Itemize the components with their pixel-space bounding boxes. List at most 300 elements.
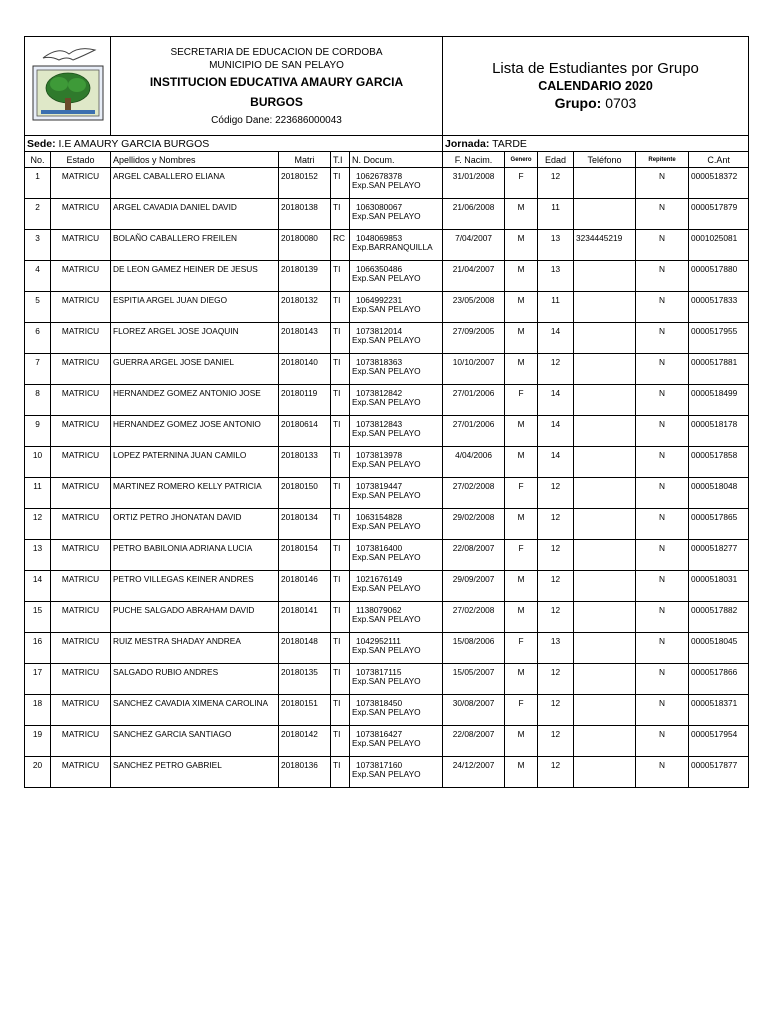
table-row — [25, 168, 749, 199]
cell-nombre: SANCHEZ CAVADIA XIMENA CAROLINA — [111, 695, 279, 726]
cell-ti: TI — [331, 385, 350, 416]
doc-expedition: Exp.SAN PELAYO — [352, 211, 421, 221]
cell-estado: MATRICU — [51, 199, 111, 230]
cell-cant: 0000517858 — [689, 447, 749, 478]
cell-cant: 0000517877 — [689, 757, 749, 788]
table-row — [25, 323, 749, 354]
cell-genero: M — [505, 726, 538, 757]
column-header-row — [25, 152, 749, 168]
doc-number: 1073813978 — [356, 450, 403, 460]
cell-estado: MATRICU — [51, 509, 111, 540]
cell-docum — [350, 199, 443, 230]
cell-docum — [350, 695, 443, 726]
cell-repitente: N — [636, 478, 689, 509]
cell-fnacim: 30/08/2007 — [443, 695, 505, 726]
cell-nombre: PUCHE SALGADO ABRAHAM DAVID — [111, 602, 279, 633]
cell-telefono — [574, 354, 636, 385]
table-row — [25, 385, 749, 416]
cell-estado: MATRICU — [51, 602, 111, 633]
cell-ti: TI — [331, 354, 350, 385]
cell-repitente: N — [636, 292, 689, 323]
cell-telefono — [574, 757, 636, 788]
cell-docum — [350, 664, 443, 695]
col-cant: C.Ant — [689, 152, 749, 168]
cell-ti: TI — [331, 602, 350, 633]
doc-expedition: Exp.SAN PELAYO — [352, 738, 421, 748]
cell-repitente: N — [636, 323, 689, 354]
doc-expedition: Exp.SAN PELAYO — [352, 583, 421, 593]
col-docum: N. Docum. — [350, 152, 443, 168]
cell-ti: TI — [331, 292, 350, 323]
cell-cant: 0000518048 — [689, 478, 749, 509]
doc-number: 1063154828 — [356, 512, 403, 522]
cell-no: 3 — [25, 230, 51, 261]
cell-edad: 13 — [538, 261, 574, 292]
cell-docum — [350, 416, 443, 447]
cell-fnacim: 24/12/2007 — [443, 757, 505, 788]
cell-edad: 13 — [538, 633, 574, 664]
doc-number: 1066350486 — [356, 264, 403, 274]
cell-nombre: ARGEL CABALLERO ELIANA — [111, 168, 279, 199]
cell-ti: TI — [331, 540, 350, 571]
cell-repitente: N — [636, 509, 689, 540]
col-fnacim: F. Nacim. — [443, 152, 505, 168]
cell-no: 7 — [25, 354, 51, 385]
cell-genero: F — [505, 385, 538, 416]
cell-telefono — [574, 571, 636, 602]
doc-expedition: Exp.SAN PELAYO — [352, 614, 421, 624]
cell-docum — [350, 292, 443, 323]
cell-telefono — [574, 323, 636, 354]
doc-number: 1021676149 — [356, 574, 403, 584]
doc-number: 1064992231 — [356, 295, 403, 305]
cell-no: 5 — [25, 292, 51, 323]
doc-expedition: Exp.SAN PELAYO — [352, 397, 421, 407]
students-body — [25, 168, 749, 788]
cell-ti: TI — [331, 695, 350, 726]
cell-ti: TI — [331, 447, 350, 478]
cell-cant: 0000517866 — [689, 664, 749, 695]
cell-docum — [350, 447, 443, 478]
cell-repitente: N — [636, 571, 689, 602]
cell-docum — [350, 261, 443, 292]
cell-repitente: N — [636, 602, 689, 633]
cell-genero: M — [505, 199, 538, 230]
cell-estado: MATRICU — [51, 230, 111, 261]
cell-matri: 20180134 — [279, 509, 331, 540]
cell-genero: M — [505, 323, 538, 354]
cell-telefono — [574, 447, 636, 478]
cell-repitente: N — [636, 757, 689, 788]
doc-expedition: Exp.SAN PELAYO — [352, 707, 421, 717]
cell-edad: 14 — [538, 416, 574, 447]
cell-repitente: N — [636, 447, 689, 478]
cell-matri: 20180143 — [279, 323, 331, 354]
cell-genero: F — [505, 695, 538, 726]
cell-repitente: N — [636, 261, 689, 292]
cell-telefono — [574, 633, 636, 664]
doc-expedition: Exp.SAN PELAYO — [352, 645, 421, 655]
cell-estado: MATRICU — [51, 633, 111, 664]
cell-telefono — [574, 602, 636, 633]
doc-number: 1073812842 — [356, 388, 403, 398]
cell-edad: 14 — [538, 447, 574, 478]
cell-no: 10 — [25, 447, 51, 478]
doc-expedition: Exp.SAN PELAYO — [352, 304, 421, 314]
cell-no: 11 — [25, 478, 51, 509]
col-telefono: Teléfono — [574, 152, 636, 168]
cell-estado: MATRICU — [51, 385, 111, 416]
grupo — [445, 94, 746, 112]
cell-repitente: N — [636, 664, 689, 695]
cell-no: 13 — [25, 540, 51, 571]
cell-ti: TI — [331, 757, 350, 788]
cell-matri: 20180136 — [279, 757, 331, 788]
cell-genero: F — [505, 633, 538, 664]
table-row — [25, 571, 749, 602]
doc-number: 1073818363 — [356, 357, 403, 367]
table-row — [25, 633, 749, 664]
institution-name: INSTITUCION EDUCATIVA AMAURY GARCIA BURGOS — [149, 74, 404, 109]
school-crest-icon — [29, 44, 107, 124]
table-row — [25, 230, 749, 261]
table-row — [25, 726, 749, 757]
cell-repitente: N — [636, 416, 689, 447]
doc-number: 1073812014 — [356, 326, 403, 336]
municipio-line: MUNICIPIO DE SAN PELAYO — [209, 59, 344, 71]
cell-repitente: N — [636, 230, 689, 261]
cell-edad: 13 — [538, 230, 574, 261]
cell-telefono: 3234445219 — [574, 230, 636, 261]
cell-edad: 12 — [538, 478, 574, 509]
cell-nombre: ORTIZ PETRO JHONATAN DAVID — [111, 509, 279, 540]
cell-fnacim: 10/10/2007 — [443, 354, 505, 385]
cell-nombre: ESPITIA ARGEL JUAN DIEGO — [111, 292, 279, 323]
cell-no: 19 — [25, 726, 51, 757]
cell-ti: TI — [331, 664, 350, 695]
table-row — [25, 447, 749, 478]
cell-genero: M — [505, 447, 538, 478]
cell-fnacim: 29/02/2008 — [443, 509, 505, 540]
cell-docum — [350, 385, 443, 416]
cell-edad: 11 — [538, 199, 574, 230]
cell-fnacim: 22/08/2007 — [443, 726, 505, 757]
cell-cant: 0000517882 — [689, 602, 749, 633]
doc-number: 1073816400 — [356, 543, 403, 553]
grupo-label: Grupo: — [554, 95, 602, 111]
cell-genero: M — [505, 602, 538, 633]
col-no: No. — [25, 152, 51, 168]
doc-expedition: Exp.SAN PELAYO — [352, 180, 421, 190]
cell-ti: TI — [331, 416, 350, 447]
col-repitente: Repitente — [636, 152, 689, 168]
jornada-value: TARDE — [492, 137, 527, 150]
table-row — [25, 602, 749, 633]
cell-nombre: RUIZ MESTRA SHADAY ANDREA — [111, 633, 279, 664]
cell-docum — [350, 354, 443, 385]
cell-fnacim: 31/01/2008 — [443, 168, 505, 199]
cell-fnacim: 21/04/2007 — [443, 261, 505, 292]
cell-matri: 20180151 — [279, 695, 331, 726]
cell-fnacim: 27/02/2008 — [443, 478, 505, 509]
cell-cant: 0000517879 — [689, 199, 749, 230]
cell-fnacim: 23/05/2008 — [443, 292, 505, 323]
doc-expedition: Exp.SAN PELAYO — [352, 273, 421, 283]
cell-ti: TI — [331, 199, 350, 230]
doc-number: 1073816427 — [356, 729, 403, 739]
cell-telefono — [574, 478, 636, 509]
cell-telefono — [574, 385, 636, 416]
sede-value: I.E AMAURY GARCIA BURGOS — [58, 137, 210, 150]
school-logo — [25, 37, 111, 136]
cell-edad: 12 — [538, 571, 574, 602]
cell-fnacim: 27/01/2006 — [443, 416, 505, 447]
cell-ti: TI — [331, 633, 350, 664]
doc-number: 1073819447 — [356, 481, 403, 491]
cell-docum — [350, 323, 443, 354]
cell-cant: 0000518045 — [689, 633, 749, 664]
col-edad: Edad — [538, 152, 574, 168]
cell-telefono — [574, 540, 636, 571]
doc-number: 1073818450 — [356, 698, 403, 708]
table-row — [25, 292, 749, 323]
cell-repitente: N — [636, 168, 689, 199]
cell-fnacim: 4/04/2006 — [443, 447, 505, 478]
doc-number: 1042952111 — [356, 636, 401, 646]
cell-nombre: SANCHEZ PETRO GABRIEL — [111, 757, 279, 788]
cell-edad: 12 — [538, 540, 574, 571]
cell-docum — [350, 540, 443, 571]
cell-telefono — [574, 695, 636, 726]
cell-nombre: MARTINEZ ROMERO KELLY PATRICIA — [111, 478, 279, 509]
cell-fnacim: 7/04/2007 — [443, 230, 505, 261]
cell-telefono — [574, 292, 636, 323]
cell-edad: 12 — [538, 664, 574, 695]
cell-matri: 20180148 — [279, 633, 331, 664]
table-row — [25, 416, 749, 447]
cell-docum — [350, 571, 443, 602]
doc-expedition: Exp.SAN PELAYO — [352, 335, 421, 345]
cell-genero: M — [505, 292, 538, 323]
cell-docum — [350, 726, 443, 757]
cell-nombre: PETRO VILLEGAS KEINER ANDRES — [111, 571, 279, 602]
cell-matri: 20180119 — [279, 385, 331, 416]
doc-number: 1063080067 — [356, 202, 403, 212]
col-estado: Estado — [51, 152, 111, 168]
cell-estado: MATRICU — [51, 478, 111, 509]
table-row — [25, 261, 749, 292]
cell-fnacim: 27/02/2008 — [443, 602, 505, 633]
cell-edad: 12 — [538, 757, 574, 788]
institution-info — [111, 37, 443, 136]
table-row — [25, 509, 749, 540]
table-row — [25, 540, 749, 571]
cell-nombre: HERNANDEZ GOMEZ JOSE ANTONIO — [111, 416, 279, 447]
doc-number: 1048069853 — [356, 233, 403, 243]
cell-telefono — [574, 509, 636, 540]
cell-genero: F — [505, 168, 538, 199]
codigo-dane: Código Dane: 223686000043 — [211, 114, 342, 126]
cell-cant: 0000517880 — [689, 261, 749, 292]
cell-repitente: N — [636, 633, 689, 664]
cell-edad: 12 — [538, 509, 574, 540]
doc-number: 1073812843 — [356, 419, 403, 429]
cell-docum — [350, 757, 443, 788]
cell-ti: RC — [331, 230, 350, 261]
cell-ti: TI — [331, 168, 350, 199]
cell-estado: MATRICU — [51, 261, 111, 292]
cell-nombre: ARGEL CAVADIA DANIEL DAVID — [111, 199, 279, 230]
cell-estado: MATRICU — [51, 292, 111, 323]
cell-repitente: N — [636, 199, 689, 230]
cell-docum — [350, 230, 443, 261]
cell-estado: MATRICU — [51, 323, 111, 354]
table-row — [25, 664, 749, 695]
cell-matri: 20180135 — [279, 664, 331, 695]
cell-docum — [350, 633, 443, 664]
cell-matri: 20180133 — [279, 447, 331, 478]
cell-cant: 0000518178 — [689, 416, 749, 447]
doc-expedition: Exp.SAN PELAYO — [352, 676, 421, 686]
cell-repitente: N — [636, 540, 689, 571]
cell-genero: M — [505, 261, 538, 292]
cell-fnacim: 21/06/2008 — [443, 199, 505, 230]
student-list-sheet — [24, 36, 748, 788]
jornada-label: Jornada: — [445, 137, 490, 150]
cell-estado: MATRICU — [51, 354, 111, 385]
doc-number: 1062678378 — [356, 171, 403, 181]
cell-edad: 14 — [538, 385, 574, 416]
table-row — [25, 478, 749, 509]
cell-edad: 12 — [538, 168, 574, 199]
doc-expedition: Exp.SAN PELAYO — [352, 521, 421, 531]
header-table — [24, 36, 749, 136]
cell-repitente: N — [636, 726, 689, 757]
cell-nombre: DE LEON GAMEZ HEINER DE JESUS — [111, 261, 279, 292]
cell-docum — [350, 478, 443, 509]
cell-genero: M — [505, 509, 538, 540]
cell-repitente: N — [636, 385, 689, 416]
cell-telefono — [574, 168, 636, 199]
cell-no: 9 — [25, 416, 51, 447]
cell-telefono — [574, 199, 636, 230]
cell-cant: 0000518371 — [689, 695, 749, 726]
cell-genero: M — [505, 354, 538, 385]
doc-expedition: Exp.SAN PELAYO — [352, 459, 421, 469]
cell-cant: 0000517954 — [689, 726, 749, 757]
cell-estado: MATRICU — [51, 757, 111, 788]
cell-matri: 20180614 — [279, 416, 331, 447]
cell-nombre: PETRO BABILONIA ADRIANA LUCIA — [111, 540, 279, 571]
cell-genero: M — [505, 230, 538, 261]
cell-nombre: HERNANDEZ GOMEZ ANTONIO JOSE — [111, 385, 279, 416]
cell-no: 15 — [25, 602, 51, 633]
cell-estado: MATRICU — [51, 416, 111, 447]
cell-no: 17 — [25, 664, 51, 695]
cell-fnacim: 27/09/2005 — [443, 323, 505, 354]
cell-no: 6 — [25, 323, 51, 354]
cell-fnacim: 27/01/2006 — [443, 385, 505, 416]
cell-nombre: SANCHEZ GARCIA SANTIAGO — [111, 726, 279, 757]
cell-nombre: LOPEZ PATERNINA JUAN CAMILO — [111, 447, 279, 478]
col-ti: T.I — [331, 152, 350, 168]
sede-row — [25, 136, 749, 152]
cell-cant: 0000517833 — [689, 292, 749, 323]
cell-edad: 12 — [538, 726, 574, 757]
cell-docum — [350, 168, 443, 199]
cell-ti: TI — [331, 478, 350, 509]
cell-fnacim: 15/08/2006 — [443, 633, 505, 664]
cell-docum — [350, 509, 443, 540]
cell-estado: MATRICU — [51, 540, 111, 571]
table-row — [25, 199, 749, 230]
cell-matri: 20180132 — [279, 292, 331, 323]
cell-estado: MATRICU — [51, 664, 111, 695]
list-title: Lista de Estudiantes por Grupo — [492, 60, 699, 77]
cell-estado: MATRICU — [51, 168, 111, 199]
table-row — [25, 695, 749, 726]
cell-no: 20 — [25, 757, 51, 788]
cell-matri: 20180154 — [279, 540, 331, 571]
cell-edad: 12 — [538, 695, 574, 726]
col-genero: Genero — [505, 152, 538, 168]
students-table — [24, 136, 749, 788]
cell-cant: 0000518372 — [689, 168, 749, 199]
cell-matri: 20180150 — [279, 478, 331, 509]
list-info — [443, 37, 749, 136]
cell-telefono — [574, 261, 636, 292]
col-nombre: Apellidos y Nombres — [111, 152, 279, 168]
cell-matri: 20180138 — [279, 199, 331, 230]
cell-matri: 20180152 — [279, 168, 331, 199]
cell-ti: TI — [331, 261, 350, 292]
doc-expedition: Exp.BARRANQUILLA — [352, 242, 433, 252]
cell-cant: 0000517955 — [689, 323, 749, 354]
cell-genero: M — [505, 571, 538, 602]
cell-docum — [350, 602, 443, 633]
cell-no: 4 — [25, 261, 51, 292]
cell-ti: TI — [331, 323, 350, 354]
cell-estado: MATRICU — [51, 695, 111, 726]
cell-matri: 20180146 — [279, 571, 331, 602]
cell-estado: MATRICU — [51, 447, 111, 478]
cell-nombre: FLOREZ ARGEL JOSE JOAQUIN — [111, 323, 279, 354]
cell-no: 8 — [25, 385, 51, 416]
doc-expedition: Exp.SAN PELAYO — [352, 552, 421, 562]
cell-no: 18 — [25, 695, 51, 726]
cell-matri: 20180141 — [279, 602, 331, 633]
cell-cant: 0000517865 — [689, 509, 749, 540]
table-row — [25, 354, 749, 385]
cell-estado: MATRICU — [51, 726, 111, 757]
cell-no: 1 — [25, 168, 51, 199]
cell-cant: 0000517881 — [689, 354, 749, 385]
calendario: CALENDARIO 2020 — [538, 79, 653, 93]
cell-nombre: SALGADO RUBIO ANDRES — [111, 664, 279, 695]
cell-matri: 20180142 — [279, 726, 331, 757]
cell-nombre: BOLAÑO CABALLERO FREILEN — [111, 230, 279, 261]
cell-matri: 20180140 — [279, 354, 331, 385]
cell-nombre: GUERRA ARGEL JOSE DANIEL — [111, 354, 279, 385]
cell-edad: 12 — [538, 602, 574, 633]
cell-no: 2 — [25, 199, 51, 230]
cell-cant: 0001025081 — [689, 230, 749, 261]
cell-cant: 0000518031 — [689, 571, 749, 602]
cell-genero: M — [505, 757, 538, 788]
table-row — [25, 757, 749, 788]
cell-telefono — [574, 664, 636, 695]
cell-matri: 20180080 — [279, 230, 331, 261]
